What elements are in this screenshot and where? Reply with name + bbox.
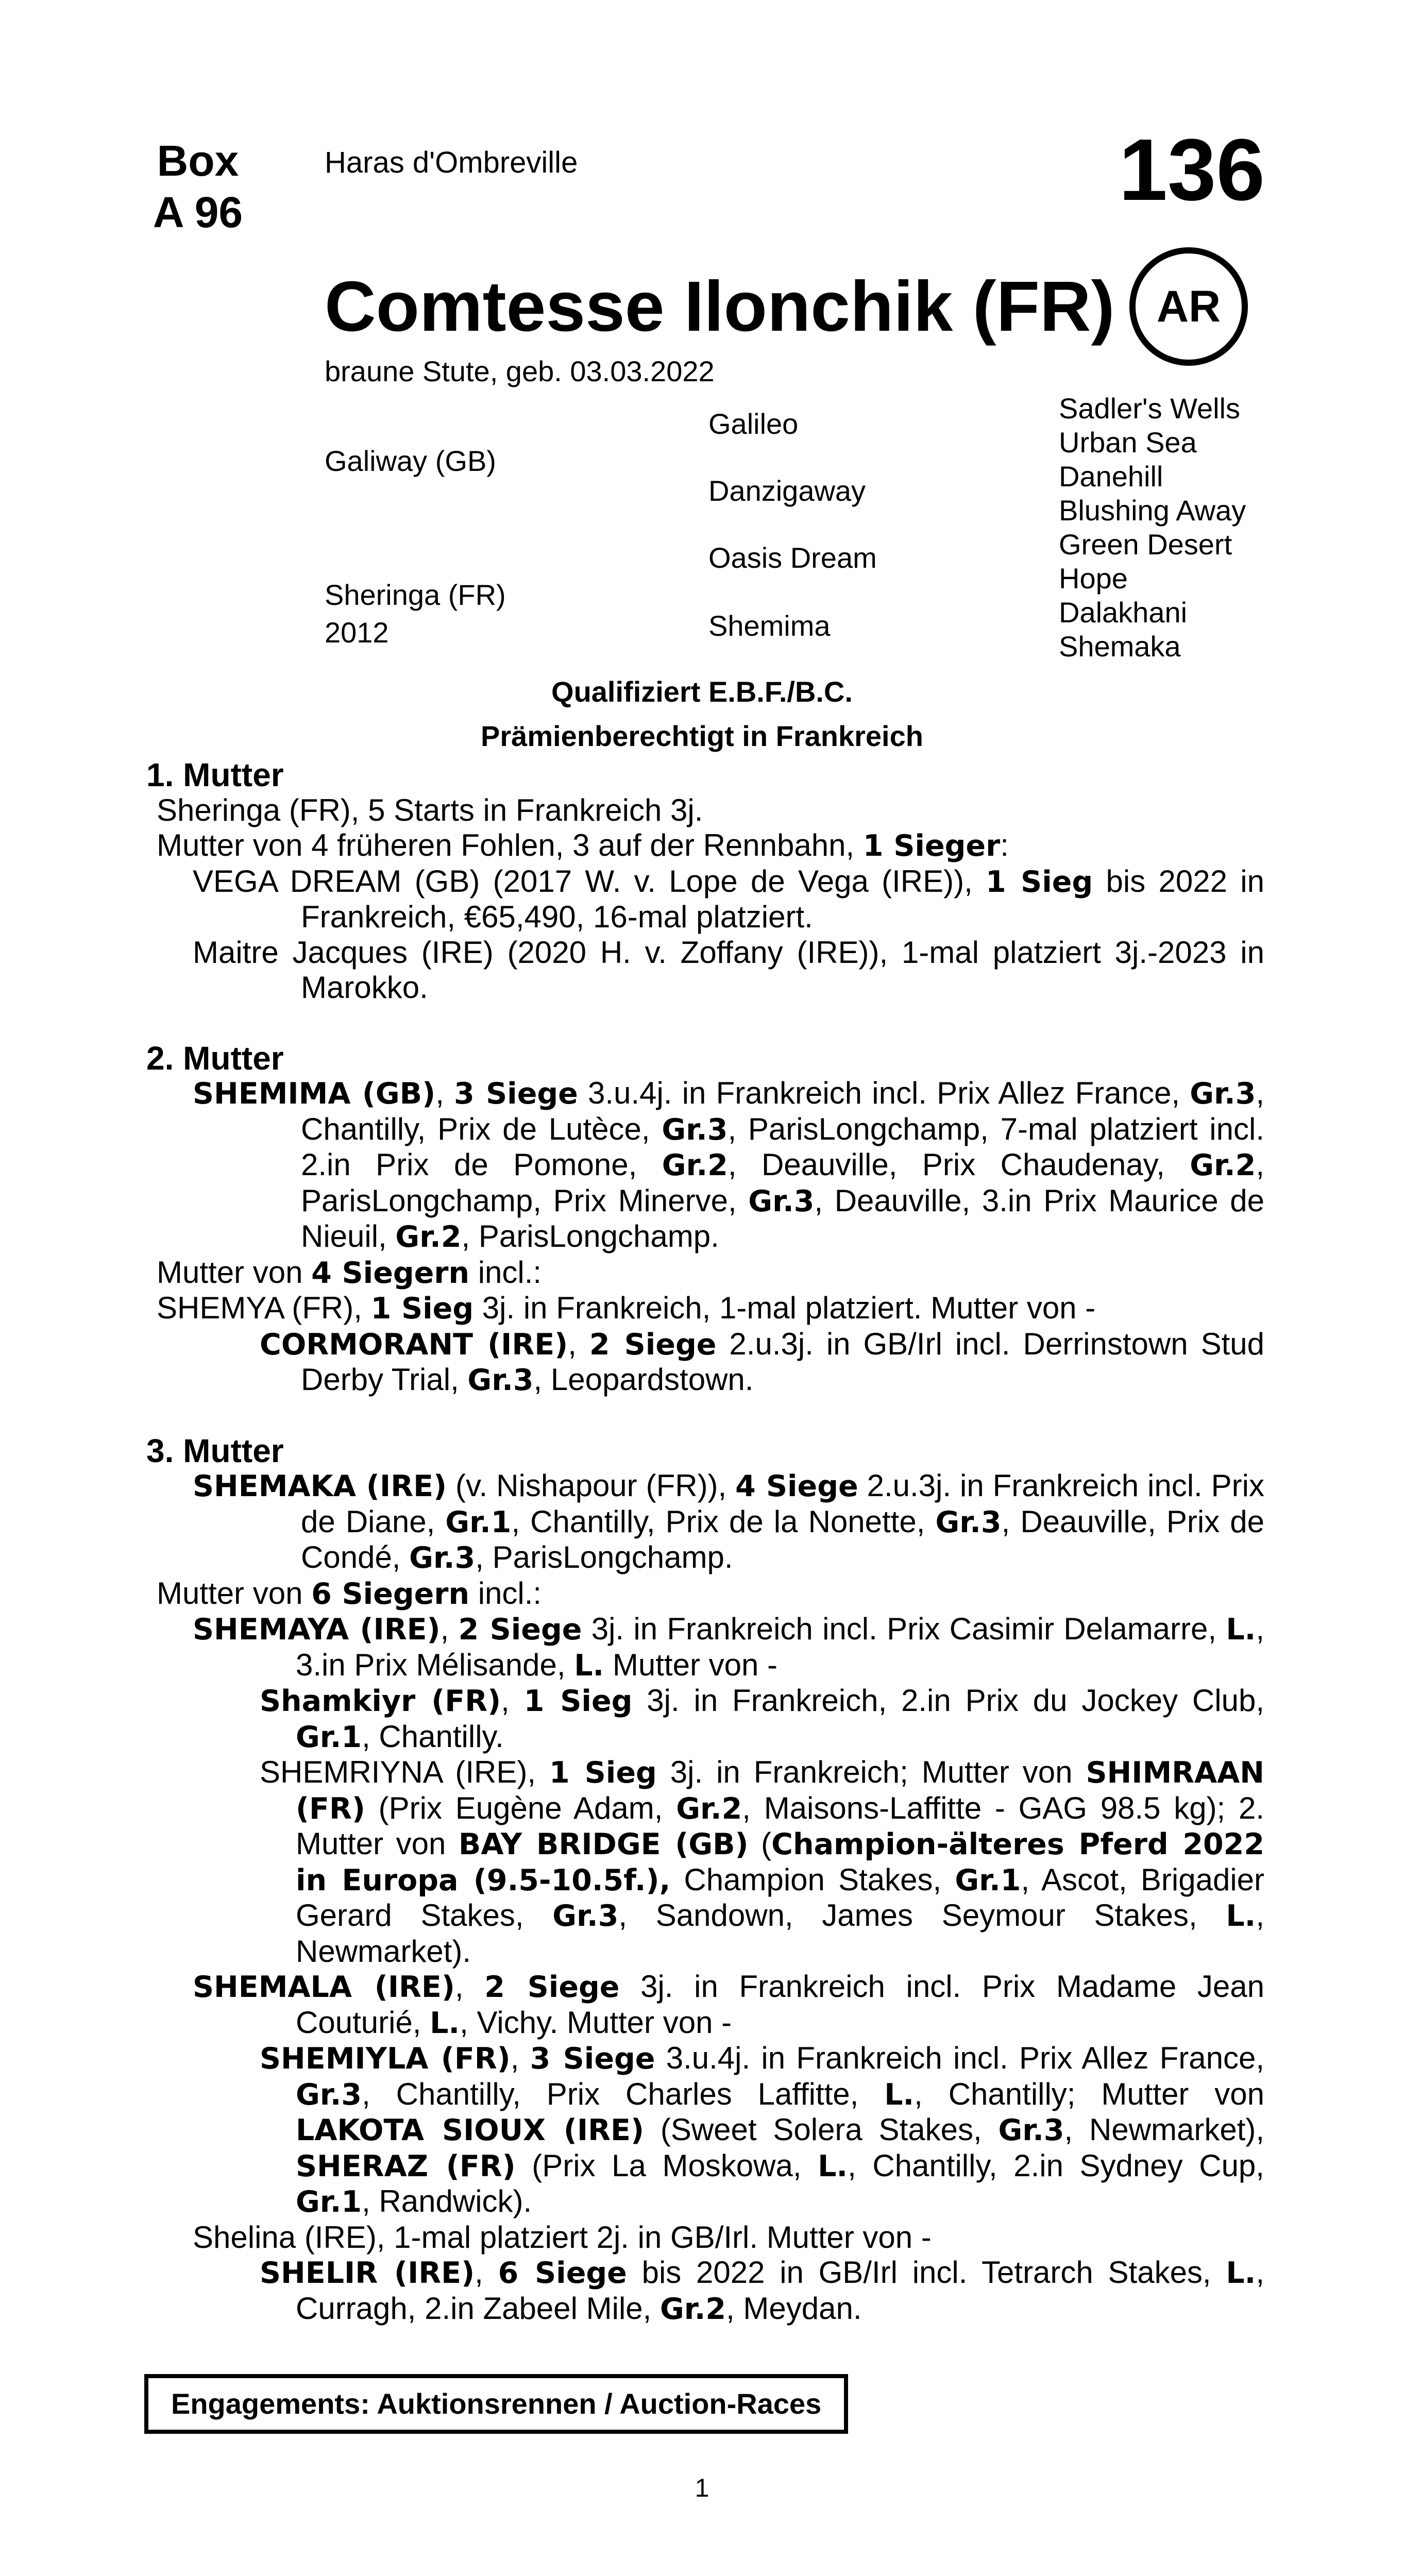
- produce-entry: Maitre Jacques (IRE) (2020 H. v. Zoffany (IRE)), 1-mal platziert 3j.-2023 in Marokko.: [193, 935, 1264, 1005]
- box-number: A 96: [153, 188, 243, 236]
- pedigree-dam-year: 2012: [325, 616, 389, 649]
- produce-entry: VEGA DREAM (GB) (2017 W. v. Lope de Vega (IRE)), 1 Sieg bis 2022 in Frankreich, €65,490, 16-mal platziert.: [193, 863, 1264, 934]
- section-heading-3: 3. Mutter: [146, 1432, 284, 1469]
- produce-entry: Shamkiyr (FR), 1 Sieg 3j. in Frankreich, 2.in Prix du Jockey Club, Gr.1, Chantilly.: [260, 1683, 1264, 1754]
- produce-entry: SHEMIYLA (FR), 3 Siege 3.u.4j. in Frankreich incl. Prix Allez France, Gr.3, Chantilly, Prix Charles Laffitte, L., Chantilly; Mutter von LAKOTA SIOUX (IRE) (Sweet Solera Stakes, Gr.3, Newmarket), SHERAZ (FR) (Prix La Moskowa, L., Chantilly, 2.in Sydney Cup, Gr.1, Randwick).: [260, 2041, 1265, 2219]
- pedigree-gg-6: Hope: [1059, 562, 1128, 595]
- second-dam-produce-summary: Mutter von 4 Siegern incl.:: [157, 1255, 542, 1290]
- horse-description: braune Stute, geb. 03.03.2022: [325, 355, 715, 387]
- pedigree-gg-2: Urban Sea: [1059, 426, 1197, 459]
- produce-entry: Shelina (IRE), 1-mal platziert 2j. in GB/Irl. Mutter von -: [193, 2219, 932, 2255]
- second-dam-record: SHEMIMA (GB), 3 Siege 3.u.4j. in Frankreich incl. Prix Allez France, Gr.3, Chantilly, Prix de Lutèce, Gr.3, ParisLongchamp, 7-mal platziert incl. 2.in Prix de Pomone, Gr.2, Deauville, Prix Chaudenay, Gr.2, ParisLongchamp, Prix Minerve, Gr.3, Deauville, 3.in Prix Maurice de Nieuil, Gr.2, ParisLongchamp.: [193, 1076, 1265, 1254]
- pedigree-gg-4: Blushing Away: [1059, 494, 1246, 527]
- pedigree-dam-dam: Shemima: [708, 609, 831, 642]
- dam-record: Sheringa (FR), 5 Starts in Frankreich 3j.: [157, 792, 703, 827]
- produce-entry: SHEMALA (IRE), 2 Siege 3j. in Frankreich incl. Prix Madame Jean Couturié, L., Vichy. Mutter von -: [193, 1969, 1265, 2040]
- box-label: [146, 135, 249, 238]
- pedigree-dam: Sheringa (FR): [325, 579, 506, 611]
- horse-name: Comtesse Ilonchik (FR): [325, 267, 1115, 346]
- page-number: 1: [695, 2473, 709, 2502]
- lot-number: 136: [1119, 121, 1265, 219]
- pedigree-great-grandparents: [1059, 392, 1246, 664]
- pedigree-gg-5: Green Desert: [1059, 528, 1232, 561]
- pedigree-gg-8: Shemaka: [1059, 630, 1181, 663]
- produce-entry: SHEMRIYNA (IRE), 1 Sieg 3j. in Frankreich; Mutter von SHIMRAAN (FR) (Prix Eugène Adam, Gr.2, Maisons-Laffitte - GAG 98.5 kg); 2. Mutter von BAY BRIDGE (GB) (Champion-älteres Pferd 2022 in Europa (9.5-10.5f.), Champion Stakes, Gr.1, Ascot, Brigadier Gerard Stakes, Gr.3, Sandown, James Seymour Stakes, L., Newmarket).: [260, 1755, 1265, 1969]
- qualification-premium: Prämienberechtigt in Frankreich: [481, 720, 923, 752]
- section-heading-1: 1. Mutter: [146, 756, 284, 793]
- qualification-ebf: Qualifiziert E.B.F./B.C.: [551, 675, 853, 708]
- pedigree-sire-dam: Danzigaway: [708, 474, 866, 507]
- produce-entry: CORMORANT (IRE), 2 Siege 2.u.3j. in GB/Irl incl. Derrinstown Stud Derby Trial, Gr.3, Leopardstown.: [260, 1326, 1265, 1397]
- produce-entry: SHELIR (IRE), 6 Siege bis 2022 in GB/Irl incl. Tetrarch Stakes, L., Curragh, 2.in Zabeel Mile, Gr.2, Meydan.: [260, 2255, 1264, 2326]
- ar-badge: AR: [1129, 247, 1248, 366]
- engagements-box: Engagements: Auktionsrennen / Auction-Races: [144, 2374, 848, 2434]
- dam-line-content: [146, 757, 1264, 2327]
- pedigree-gg-1: Sadler's Wells: [1059, 392, 1240, 425]
- produce-entry: SHEMAYA (IRE), 2 Siege 3j. in Frankreich incl. Prix Casimir Delamarre, L., 3.in Prix Mélisande, L. Mutter von -: [193, 1612, 1265, 1683]
- produce-entry: SHEMYA (FR), 1 Sieg 3j. in Frankreich, 1-mal platziert. Mutter von -: [157, 1291, 1096, 1326]
- box-line1: Box: [157, 137, 239, 185]
- stud-name: Haras d'Ombreville: [325, 146, 578, 179]
- pedigree-sire-sire: Galileo: [708, 408, 799, 440]
- pedigree-sire: Galiway (GB): [325, 445, 496, 477]
- section-heading-2: 2. Mutter: [146, 1039, 284, 1077]
- pedigree-gg-3: Danehill: [1059, 460, 1163, 493]
- pedigree-dam-sire: Oasis Dream: [708, 541, 877, 574]
- pedigree-gg-7: Dalakhani: [1059, 596, 1188, 629]
- dam-produce-summary: Mutter von 4 früheren Fohlen, 3 auf der Rennbahn, 1 Sieger:: [157, 828, 1009, 863]
- third-dam-produce-summary: Mutter von 6 Siegern incl.:: [157, 1575, 542, 1611]
- third-dam-record: SHEMAKA (IRE) (v. Nishapour (FR)), 4 Siege 2.u.3j. in Frankreich incl. Prix de Diane, Gr.1, Chantilly, Prix de la Nonette, Gr.3, Deauville, Prix de Condé, Gr.3, ParisLongchamp.: [193, 1468, 1265, 1575]
